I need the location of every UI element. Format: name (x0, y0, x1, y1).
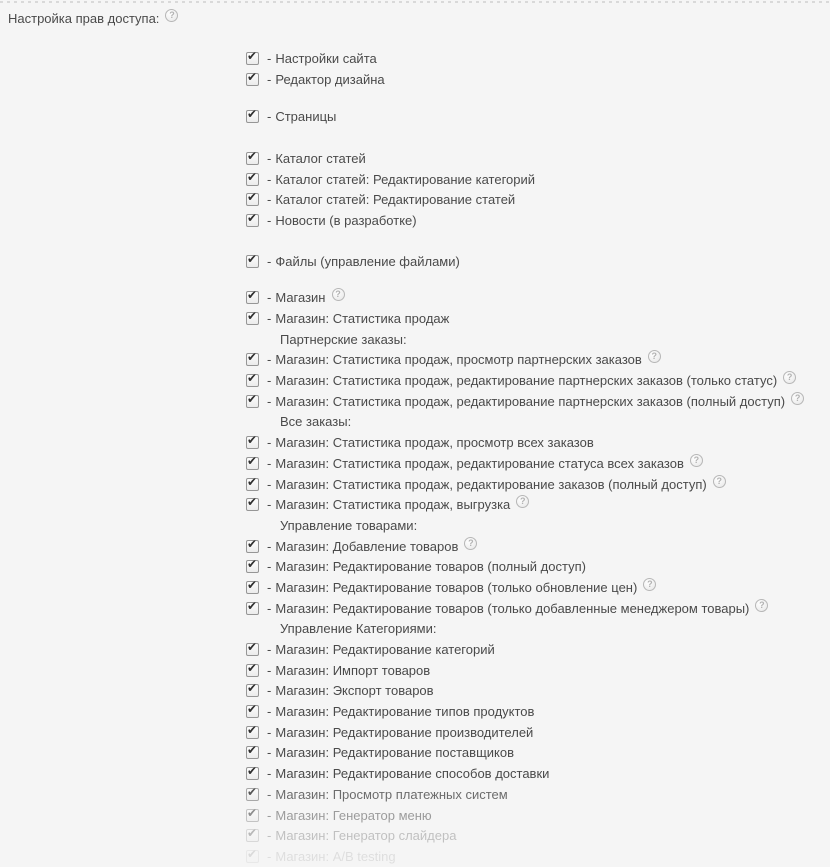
permission-checkbox[interactable] (246, 664, 259, 677)
permission-checkbox[interactable] (246, 746, 259, 759)
section-header-label: Управление товарами: (280, 517, 418, 533)
permission-label: Магазин: Редактирование товаров (только обновление цен) (275, 579, 638, 595)
help-icon[interactable]: ? (165, 9, 178, 22)
permission-row (246, 474, 830, 495)
help-icon[interactable]: ? (332, 288, 345, 301)
label-prefix: - (267, 71, 272, 87)
label-prefix: - (267, 373, 272, 389)
permissions-list (246, 48, 830, 867)
permission-label: Каталог статей: Редактирование статей (275, 192, 516, 208)
permission-label: Магазин: Редактирование производителей (275, 724, 534, 740)
permission-checkbox[interactable] (246, 643, 259, 656)
permission-checkbox[interactable] (246, 312, 259, 325)
label-prefix: - (267, 745, 272, 761)
permission-label: Страницы (275, 109, 337, 125)
permission-checkbox[interactable] (246, 173, 259, 186)
label-prefix: - (267, 538, 272, 554)
section-header (246, 329, 830, 350)
label-prefix: - (267, 786, 272, 802)
permission-group (246, 148, 830, 231)
permission-checkbox[interactable] (246, 581, 259, 594)
permission-checkbox[interactable] (246, 152, 259, 165)
permission-checkbox[interactable] (246, 684, 259, 697)
section-header (246, 515, 830, 536)
permission-row (246, 453, 830, 474)
permission-checkbox[interactable] (246, 540, 259, 553)
permission-label: Магазин: Импорт товаров (275, 662, 431, 678)
permission-checkbox[interactable] (246, 829, 259, 842)
permission-checkbox[interactable] (246, 705, 259, 718)
permission-label: Магазин: Генератор слайдера (275, 828, 457, 844)
permission-row (246, 660, 830, 681)
label-prefix: - (267, 311, 272, 327)
page-title: Настройка прав доступа: (8, 11, 160, 26)
permission-label: Магазин: Статистика продаж, редактирование партнерских заказов (полный доступ) (275, 393, 786, 409)
permission-group (246, 288, 830, 867)
permission-checkbox[interactable] (246, 726, 259, 739)
permission-checkbox[interactable] (246, 809, 259, 822)
section-header-label: Партнерские заказы: (280, 331, 407, 347)
permission-row (246, 106, 830, 127)
help-icon[interactable]: ? (643, 578, 656, 591)
permission-checkbox[interactable] (246, 767, 259, 780)
permission-checkbox[interactable] (246, 850, 259, 863)
label-prefix: - (267, 109, 272, 125)
permission-checkbox[interactable] (246, 110, 259, 123)
section-header (246, 412, 830, 433)
permission-checkbox[interactable] (246, 436, 259, 449)
permission-label: Магазин: Экспорт товаров (275, 683, 434, 699)
help-icon[interactable]: ? (464, 537, 477, 550)
title-row (8, 10, 830, 30)
label-prefix: - (267, 192, 272, 208)
permission-label: Магазин (275, 290, 326, 306)
help-icon[interactable]: ? (791, 392, 804, 405)
permission-row (246, 825, 830, 846)
permission-row (246, 743, 830, 764)
label-prefix: - (267, 600, 272, 616)
label-prefix: - (267, 807, 272, 823)
permission-checkbox[interactable] (246, 788, 259, 801)
permission-group (246, 251, 830, 272)
label-prefix: - (267, 212, 272, 228)
permission-checkbox[interactable] (246, 478, 259, 491)
section-header (246, 619, 830, 640)
section-header-label: Управление Категориями: (280, 621, 437, 637)
permission-row (246, 722, 830, 743)
permission-row (246, 805, 830, 826)
permission-label: Магазин: Редактирование товаров (полный доступ) (275, 559, 586, 575)
permission-row (246, 784, 830, 805)
label-prefix: - (267, 724, 272, 740)
label-prefix: - (267, 848, 272, 864)
permission-label: Магазин: Статистика продаж, редактирование партнерских заказов (только статус) (275, 373, 778, 389)
permission-label: Магазин: Редактирование типов продуктов (275, 704, 535, 720)
permission-checkbox[interactable] (246, 193, 259, 206)
help-icon[interactable]: ? (713, 475, 726, 488)
permission-label: Файлы (управление файлами) (275, 253, 460, 269)
permission-label: Магазин: Редактирование поставщиков (275, 745, 514, 761)
permission-label: Магазин: Статистика продаж, просмотр всех заказов (275, 435, 594, 451)
permission-row (246, 251, 830, 272)
permission-row (246, 639, 830, 660)
permission-label: Магазин: Статистика продаж, редактирование заказов (полный доступ) (275, 476, 707, 492)
permission-row (246, 598, 830, 619)
permission-checkbox[interactable] (246, 560, 259, 573)
permission-row (246, 48, 830, 69)
permission-checkbox[interactable] (246, 52, 259, 65)
permission-row (246, 189, 830, 210)
help-icon[interactable]: ? (755, 599, 768, 612)
permission-checkbox[interactable] (246, 374, 259, 387)
permission-checkbox[interactable] (246, 498, 259, 511)
permission-row (246, 681, 830, 702)
permission-checkbox[interactable] (246, 291, 259, 304)
permission-checkbox[interactable] (246, 395, 259, 408)
permission-label: Магазин: Генератор меню (275, 807, 432, 823)
label-prefix: - (267, 579, 272, 595)
permission-row (246, 308, 830, 329)
label-prefix: - (267, 150, 272, 166)
permission-row (246, 846, 830, 867)
permission-label: Каталог статей (275, 150, 366, 166)
permission-label: Магазин: Редактирование товаров (только добавленные менеджером товары) (275, 600, 750, 616)
permission-label: Магазин: Просмотр платежных систем (275, 786, 508, 802)
permission-label: Редактор дизайна (275, 71, 385, 87)
label-prefix: - (267, 393, 272, 409)
permission-label: Новости (в разработке) (275, 212, 417, 228)
permission-row (246, 577, 830, 598)
label-prefix: - (267, 497, 272, 513)
permission-checkbox[interactable] (246, 353, 259, 366)
permission-row (246, 763, 830, 784)
label-prefix: - (267, 704, 272, 720)
permission-row (246, 169, 830, 190)
permission-row (246, 701, 830, 722)
label-prefix: - (267, 559, 272, 575)
permission-row (246, 148, 830, 169)
section-header-label: Все заказы: (280, 414, 352, 430)
permission-label: Настройки сайта (275, 50, 377, 66)
permission-label: Магазин: Статистика продаж, редактирование статуса всех заказов (275, 455, 684, 471)
label-prefix: - (267, 476, 272, 492)
permission-row (246, 350, 830, 371)
permission-checkbox[interactable] (246, 214, 259, 227)
permission-row (246, 69, 830, 90)
label-prefix: - (267, 683, 272, 699)
permission-row (246, 288, 830, 309)
permission-row (246, 210, 830, 231)
permission-label: Магазин: Статистика продаж, выгрузка (275, 497, 511, 513)
label-prefix: - (267, 662, 272, 678)
help-icon[interactable]: ? (783, 371, 796, 384)
permission-label: Каталог статей: Редактирование категорий (275, 171, 536, 187)
permission-checkbox[interactable] (246, 457, 259, 470)
permission-group (246, 48, 830, 89)
permission-checkbox[interactable] (246, 73, 259, 86)
permission-row (246, 391, 830, 412)
permission-row (246, 536, 830, 557)
permission-checkbox[interactable] (246, 602, 259, 615)
access-rights-settings-panel (0, 1, 830, 867)
top-dashed-divider (0, 1, 830, 3)
permission-label: Магазин: A/B testing (275, 848, 396, 864)
label-prefix: - (267, 171, 272, 187)
label-prefix: - (267, 642, 272, 658)
label-prefix: - (267, 253, 272, 269)
permission-group (246, 106, 830, 127)
permission-label: Магазин: Редактирование способов доставки (275, 766, 550, 782)
permission-row (246, 556, 830, 577)
label-prefix: - (267, 828, 272, 844)
permission-label: Магазин: Редактирование категорий (275, 642, 495, 658)
help-icon[interactable]: ? (516, 495, 529, 508)
permission-row (246, 432, 830, 453)
permission-row (246, 494, 830, 515)
label-prefix: - (267, 50, 272, 66)
label-prefix: - (267, 435, 272, 451)
help-icon[interactable]: ? (648, 350, 661, 363)
label-prefix: - (267, 455, 272, 471)
permission-label: Магазин: Статистика продаж (275, 311, 450, 327)
permission-checkbox[interactable] (246, 255, 259, 268)
permission-row (246, 370, 830, 391)
help-icon[interactable]: ? (690, 454, 703, 467)
label-prefix: - (267, 352, 272, 368)
permission-label: Магазин: Добавление товаров (275, 538, 459, 554)
label-prefix: - (267, 766, 272, 782)
permission-label: Магазин: Статистика продаж, просмотр партнерских заказов (275, 352, 642, 368)
label-prefix: - (267, 290, 272, 306)
